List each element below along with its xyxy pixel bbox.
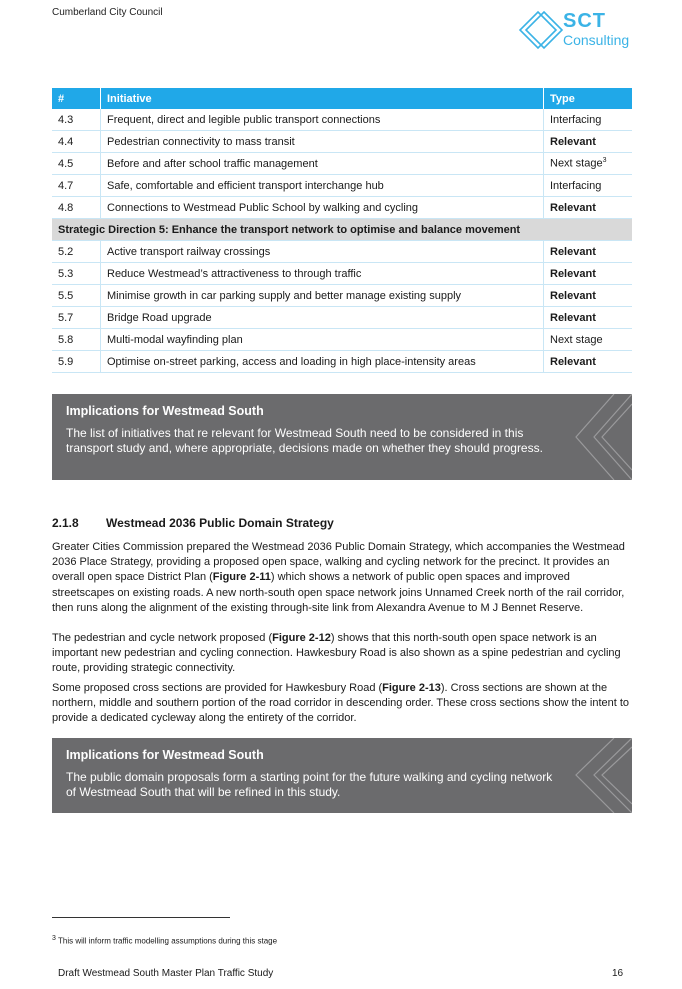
row-number: 5.8 bbox=[52, 329, 101, 351]
row-number: 5.7 bbox=[52, 307, 101, 329]
row-number: 5.2 bbox=[52, 241, 101, 263]
callout-title: Implications for Westmead South bbox=[66, 748, 264, 762]
row-number: 4.7 bbox=[52, 175, 101, 197]
row-type: Interfacing bbox=[544, 175, 633, 197]
figure-reference[interactable]: Figure 2-12 bbox=[272, 632, 331, 644]
callout-title: Implications for Westmead South bbox=[66, 404, 264, 418]
row-number: 4.8 bbox=[52, 197, 101, 219]
chevron-decoration-icon bbox=[552, 738, 632, 813]
row-number: 5.5 bbox=[52, 285, 101, 307]
initiatives-table bbox=[52, 88, 632, 373]
paragraph-text: ). Cross sections are shown at the northern, middle and southern portion of the road corridor in descending order. These cross sections show the intent to provide a dedicated cycleway along the entirety of the corridor. bbox=[52, 682, 630, 725]
table-row bbox=[52, 175, 632, 197]
row-type: Relevant bbox=[544, 263, 633, 285]
row-number: 4.4 bbox=[52, 131, 101, 153]
row-number: 4.5 bbox=[52, 153, 101, 175]
table-header-row bbox=[52, 88, 632, 109]
row-initiative: Active transport railway crossings bbox=[101, 241, 544, 263]
row-initiative: Frequent, direct and legible public transport connections bbox=[101, 109, 544, 131]
column-header-initiative: Initiative bbox=[101, 88, 544, 109]
table-row bbox=[52, 197, 632, 219]
paragraph bbox=[52, 540, 632, 616]
figure-reference[interactable]: Figure 2-11 bbox=[212, 571, 271, 584]
section-number: 2.1.8 bbox=[52, 516, 79, 530]
row-type: Relevant bbox=[544, 131, 633, 153]
chevron-decoration-icon bbox=[552, 394, 632, 480]
row-type-cell bbox=[544, 153, 633, 175]
row-type: Next stage bbox=[544, 329, 633, 351]
paragraph-text: The pedestrian and cycle network proposed ( bbox=[52, 632, 273, 644]
callout-body: The public domain proposals form a starting point for the future walking and cycling network of Westmead South that will be refined in this study. bbox=[66, 770, 553, 799]
table-row bbox=[52, 109, 632, 131]
row-initiative: Multi-modal wayfinding plan bbox=[101, 329, 544, 351]
footer-document-title: Draft Westmead South Master Plan Traffic Study bbox=[58, 968, 274, 979]
company-logo bbox=[518, 8, 638, 52]
header-organisation: Cumberland City Council bbox=[52, 7, 163, 18]
row-number: 5.3 bbox=[52, 263, 101, 285]
paragraph-text: Some proposed cross sections are provided for Hawkesbury Road ( bbox=[52, 682, 383, 694]
paragraph-text: Greater Cities Commission prepared the Westmead 2036 Public Domain Strategy, which accompanies the Westmead 2036 Place Strategy, providing a proposed open space, walking and cycling network for the precinct. It provides an overall open space District Plan ( bbox=[52, 541, 625, 584]
row-type: Interfacing bbox=[544, 109, 633, 131]
table-row bbox=[52, 329, 632, 351]
column-header-type: Type bbox=[544, 88, 633, 109]
footnote bbox=[52, 935, 277, 946]
table-row bbox=[52, 307, 632, 329]
row-initiative: Minimise growth in car parking supply and better manage existing supply bbox=[101, 285, 544, 307]
logo-text-consulting: Consulting bbox=[563, 32, 630, 48]
logo-diamond-icon bbox=[518, 8, 566, 52]
callout-body: The list of initiatives that re relevant for Westmead South need to be considered in this transport study and, where appropriate, decisions made on whether they should progress. bbox=[66, 426, 543, 455]
footnote-text: This will inform traffic modelling assumptions during this stage bbox=[55, 936, 278, 946]
footnote-mark: 3 bbox=[52, 935, 56, 942]
row-number: 5.9 bbox=[52, 351, 101, 373]
table-row bbox=[52, 241, 632, 263]
footnote-reference[interactable]: 3 bbox=[602, 157, 607, 165]
row-type: Relevant bbox=[544, 307, 633, 329]
row-type: Relevant bbox=[544, 285, 633, 307]
table-row bbox=[52, 351, 632, 373]
paragraph bbox=[52, 631, 632, 677]
page-number: 16 bbox=[612, 968, 624, 979]
row-number: 4.3 bbox=[52, 109, 101, 131]
strategic-direction-label: Strategic Direction 5: Enhance the transport network to optimise and balance movement bbox=[52, 219, 632, 241]
table-row bbox=[52, 285, 632, 307]
implications-callout bbox=[52, 738, 632, 813]
figure-reference[interactable]: Figure 2-13 bbox=[382, 682, 441, 694]
footnote-divider bbox=[52, 917, 230, 918]
row-initiative: Safe, comfortable and efficient transport interchange hub bbox=[101, 175, 544, 197]
section-title: Westmead 2036 Public Domain Strategy bbox=[106, 516, 334, 530]
table-row bbox=[52, 263, 632, 285]
row-type: Next stage bbox=[550, 157, 603, 170]
row-initiative: Pedestrian connectivity to mass transit bbox=[101, 131, 544, 153]
logo-text-sct: SCT bbox=[563, 10, 606, 32]
strategic-direction-row bbox=[52, 219, 632, 241]
column-header-number: # bbox=[52, 88, 101, 109]
paragraph-text: ) shows that this north-south open space network is an important new pedestrian and cycling connection. Hawkesbury Road is also shown as a spine pedestrian and cycling route, providing strategic connectivity. bbox=[52, 632, 621, 675]
implications-callout bbox=[52, 394, 632, 480]
row-type: Relevant bbox=[544, 351, 633, 373]
paragraph bbox=[52, 681, 632, 727]
row-type: Relevant bbox=[544, 197, 633, 219]
row-initiative: Connections to Westmead Public School by walking and cycling bbox=[101, 197, 544, 219]
row-initiative: Reduce Westmead’s attractiveness to through traffic bbox=[101, 263, 544, 285]
table-row bbox=[52, 153, 632, 175]
table-row bbox=[52, 131, 632, 153]
row-initiative: Before and after school traffic management bbox=[101, 153, 544, 175]
paragraph-text: ) which shows a network of public open spaces and improved streetscapes on existing roads. A new north-south open space network joins Unnamed Creek north of the rail corridor, then runs along the alignment of the existing through-site link from Alexandra Avenue to M J Bennet Reserve. bbox=[52, 571, 625, 614]
row-initiative: Optimise on-street parking, access and loading in high place-intensity areas bbox=[101, 351, 544, 373]
section-heading bbox=[52, 516, 334, 530]
row-type: Relevant bbox=[544, 241, 633, 263]
row-initiative: Bridge Road upgrade bbox=[101, 307, 544, 329]
